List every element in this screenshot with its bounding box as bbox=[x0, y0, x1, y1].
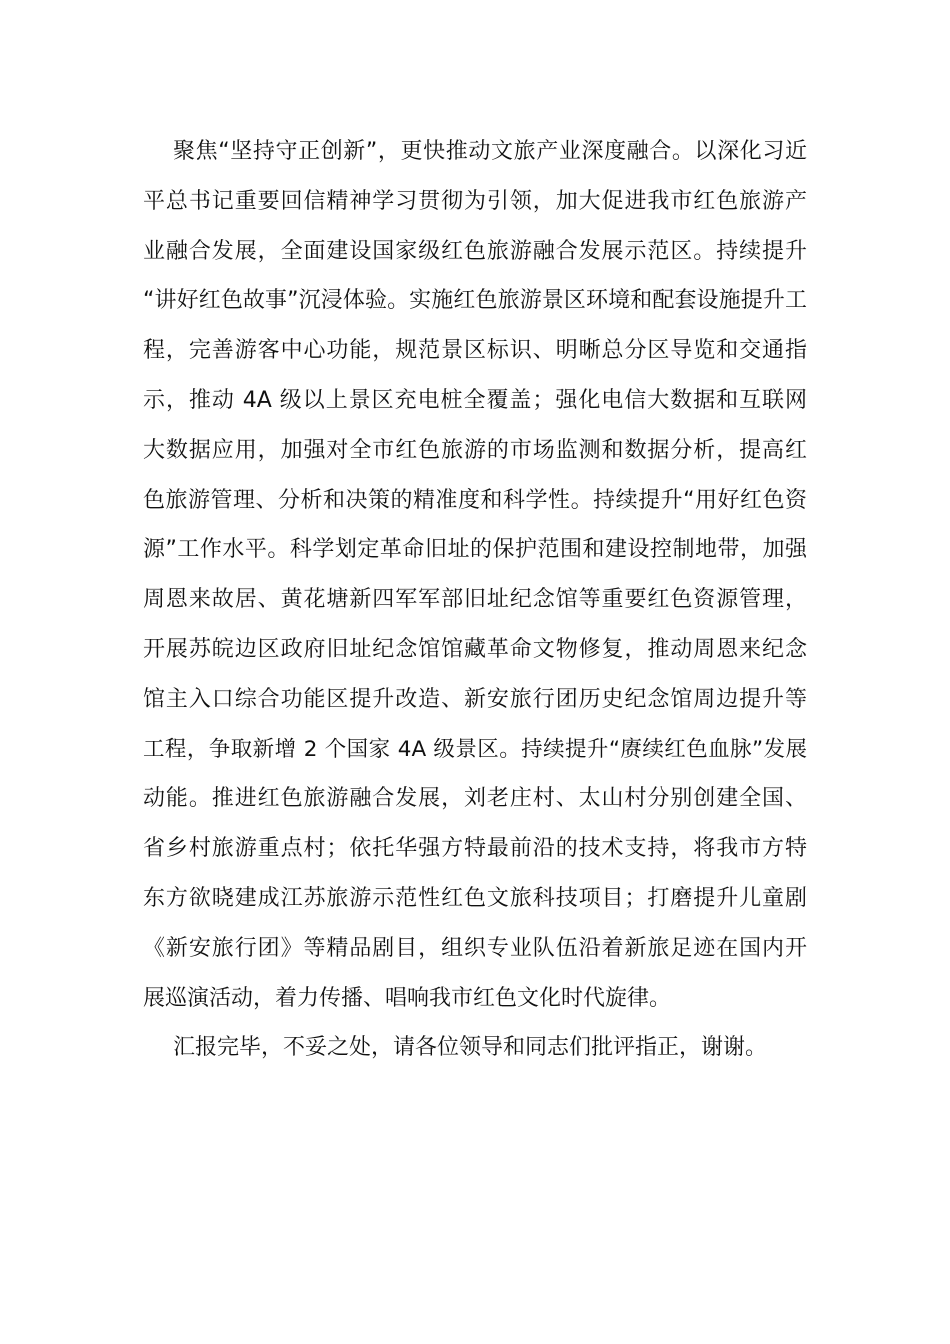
text-line: 大数据应用，加强对全市红色旅游的市场监测和数据分析，提高红 bbox=[143, 437, 807, 463]
text-line: 开展苏皖边区政府旧址纪念馆馆藏革命文物修复，推动周恩来纪念 bbox=[143, 636, 807, 662]
paragraph-closing bbox=[143, 1023, 807, 1073]
text-line: 动能。推进红色旅游融合发展，刘老庄村、太山村分别创建全国、 bbox=[143, 786, 807, 812]
text-line: “讲好红色故事”沉浸体验。实施红色旅游景区环境和配套设施提升工 bbox=[143, 288, 807, 314]
text-line: 东方欲晓建成江苏旅游示范性红色文旅科技项目；打磨提升儿童剧 bbox=[143, 885, 807, 911]
text-line: 色旅游管理、分析和决策的精准度和科学性。持续提升“用好红色资 bbox=[143, 487, 807, 513]
document-body bbox=[143, 127, 807, 1073]
text-line: 示，推动 4A 级以上景区充电桩全覆盖；强化电信大数据和互联网 bbox=[143, 387, 807, 413]
text-line: 展巡演活动，着力传播、唱响我市红色文化时代旋律。 bbox=[143, 985, 672, 1011]
text-line: 省乡村旅游重点村；依托华强方特最前沿的技术支持，将我市方特 bbox=[143, 836, 807, 862]
paragraph-red-tourism bbox=[143, 127, 807, 1023]
text-line: 汇报完毕，不妥之处，请各位领导和同志们批评指正，谢谢。 bbox=[173, 1035, 768, 1061]
text-line: 平总书记重要回信精神学习贯彻为引领，加大促进我市红色旅游产 bbox=[143, 188, 807, 214]
text-line: 工程，争取新增 2 个国家 4A 级景区。持续提升“赓续红色血脉”发展 bbox=[143, 736, 807, 762]
text-line: 馆主入口综合功能区提升改造、新安旅行团历史纪念馆周边提升等 bbox=[143, 686, 807, 712]
text-line: 程，完善游客中心功能，规范景区标识、明晰总分区导览和交通指 bbox=[143, 338, 807, 364]
text-line: 周恩来故居、黄花塘新四军军部旧址纪念馆等重要红色资源管理， bbox=[143, 587, 807, 613]
text-line: 源”工作水平。科学划定革命旧址的保护范围和建设控制地带，加强 bbox=[143, 537, 807, 563]
text-line: 业融合发展，全面建设国家级红色旅游融合发展示范区。持续提升 bbox=[143, 238, 807, 264]
text-line: 《新安旅行团》等精品剧目，组织专业队伍沿着新旅足迹在国内开 bbox=[143, 935, 807, 961]
text-line: 聚焦“坚持守正创新”，更快推动文旅产业深度融合。以深化习近 bbox=[173, 139, 807, 164]
